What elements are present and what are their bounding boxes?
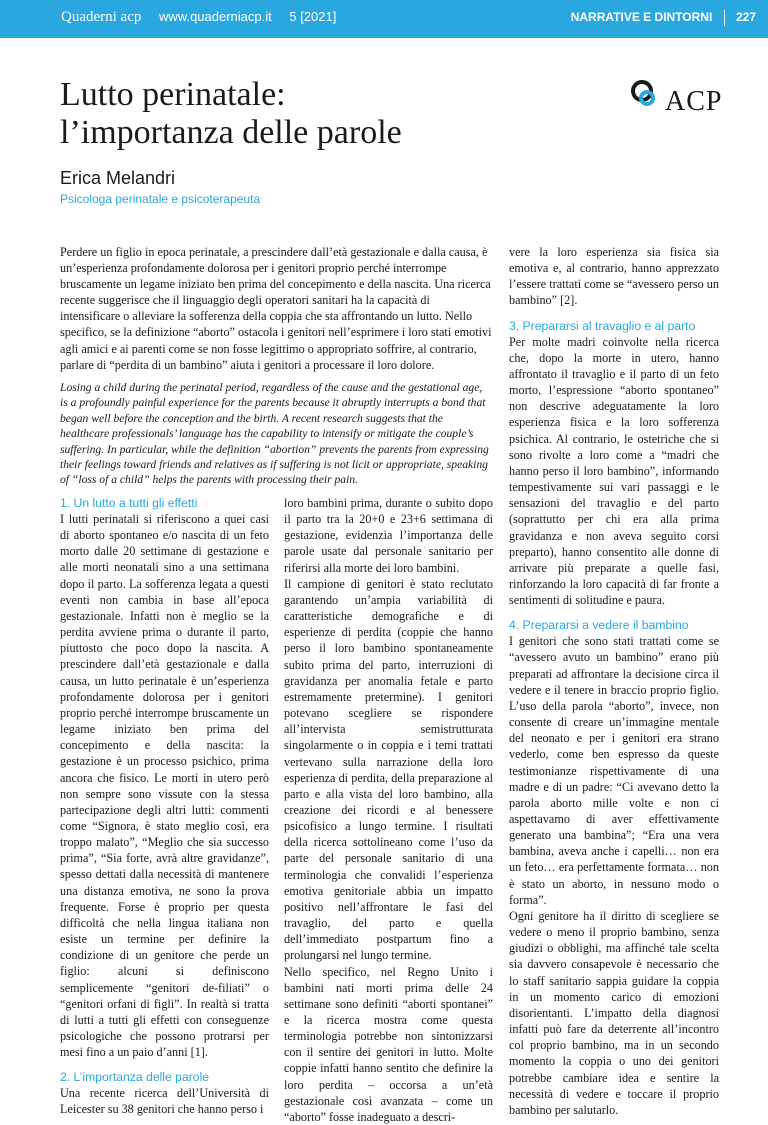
section-1-text: I lutti perinatali si riferiscono a quei casi di aborto spontaneo e/o nascita di un feto morto dalle 20 settimane di gestazione e alle morti neonatali sino a una settimana dopo il parto. La sofferenza legata a questi eventi non cambia in base all’epoca gestazionale. Infatti non è meglio se la perdita avviene prima o durante il parto, piuttosto che poco dopo la nascita. A prescindere dall’età gestazionale e dalla causa, un lutto perinatale è un’esperienza profondamente dolorosa per i genitori proprio perché interrompe bruscamente un legame iniziato ben prima del concepimento e della nascita: la gestazione è un processo psichico, prima ancora che fisico. Le morti in utero però non sempre sono vissute con la stessa partecipazione degli altri lutti: commenti come “Signora, è stato meglio così, era troppo malato”, “Meglio che sia successo prima”, “Sia forte, avrà altre gravidanze”, spesso dettati dalla necessità di mantenere una distanza emotiva, ne sono la prova frequente. Forse è proprio per questa difficoltà che nella lingua italiana non esiste un termine per definire la condizione di un genitore che perde un figlio: alcuni si definiscono semplicemente “genitori de-filiati” o “genitori orfani di figli”. In realtà si tratta di lutti a tutti gli effetti con conseguenze psicologiche che possono protrarsi per mesi fino a un paio d’anni [1].	[60, 512, 269, 1060]
column-3	[509, 244, 719, 1118]
section-3-text: Per molte madri coinvolte nella ricerca che, dopo la morte in utero, hanno affrontato il travaglio e il parto di un feto morto, l’espressione “aborto spontaneo” non descrive adeguatamente la loro esperienza fisica e la loro sofferenza psichica. Al contrario, le ostetriche che si sono rivolte a loro come a “madri che hanno perso il loro bambino”, informando tempestivamente sui vari passaggi e le sensazioni del travaglio e del parto (soprattutto per chi era alla prima gravidanza e non aveva seguito corsi preparto), hanno consentito alle donne di arrivare più preparate a quelle fasi, rinforzando la loro capacità di far fronte a sentimenti di solitudine e paura.	[509, 334, 719, 608]
section-3-heading: 3. Prepararsi al travaglio e al parto	[509, 318, 696, 333]
header-right	[571, 10, 756, 26]
section-2-heading: 2. L’importanza delle parole	[60, 1070, 210, 1085]
article-title	[60, 76, 402, 152]
section-4-text-b: Ogni genitore ha il diritto di scegliere se vedere o meno il proprio bambino, senza giudizi o obblighi, ma affinché tale scelta sia davvero consapevole è necessario che lo staff sanitario sappia guidare la coppia in un momento carico di emozioni disorientanti. L’impatto della diagnosi infatti può fare da deterrente all’incontro col proprio bambino, ma in un secondo momento la coppia o uno dei genitori potrebbe cambiare idea e sentire la necessità di vedere e toccare il proprio bambino per salutarlo.	[509, 908, 719, 1117]
column-2	[284, 495, 493, 1125]
journal-url[interactable]: www.quaderniacp.it	[159, 9, 272, 24]
section-4-heading: 4. Prepararsi a vedere il bambino	[509, 618, 689, 633]
logo-text: ACP	[665, 86, 723, 117]
section-2-text-b: loro bambini prima, durante o subito dopo il parto tra la 20+0 e 23+6 settimana di gestazione, evidenzia l’importanza delle parole usate dal personale sanitario per riferirsi alla morte dei loro bambini.	[284, 496, 493, 575]
column-1	[60, 495, 269, 1118]
abstract-italian: Perdere un figlio in epoca perinatale, a prescindere dall’età gestazionale e dalla causa, è un’esperienza profondamente dolorosa per i genitori proprio perché interrompe bruscamente un legame iniziato ben prima del concepimento e della nascita. Una ricerca recente suggerisce che il linguaggio degli operatori sanitari ha la capacità di intensificare o alleviare la sofferenza della coppia che sta affrontando un lutto. Nello specifico, se la definizione “aborto” ostacola i genitori nell’esprimere i loro stati emotivi agli amici e ai parenti come se non fosse legittimo o appropriato soffrire, al contrario, parlare di “perdita di un bambino” aiuta i genitori a processare il loro dolore.	[60, 245, 492, 372]
author-affiliation: Psicologa perinatale e psicoterapeuta	[60, 192, 261, 206]
section-2-text-e: vere la loro esperienza sia fisica sia emotiva e, al contrario, hanno apprezzato l’essere trattati come se “avessero perso un bambino” [2].	[509, 245, 719, 308]
section-2-text-d: Nello specifico, nel Regno Unito i bambini nati morti prima delle 24 settimane sono definiti “aborti spontanei” e la ricerca mostra come questa terminologia potrebbe non sintonizzarsi con il sentire dei genitori in lutto. Molte coppie infatti hanno sentito che definire la loro perdita – occorsa a un’età gestazionale così avanzata – come un “aborto” fosse inadeguato a descri-	[284, 964, 493, 1124]
section-4-text-a: I genitori che sono stati trattati come se “avessero avuto un bambino” erano più preparati ad affrontare la decisione circa il vedere e il tenere in braccio proprio figlio. L’uso della parola “aborto”, invece, non consente di creare un’immagine mentale del neonato e per i genitori era strano vederlo, come ben espresso da queste testimonianze rispettivamente di una madre e di un padre: “Ci avevano detto la parola aborto mille volte e non ci aspettavamo di aver effettivamente generato una bambina”; “Era una vera bambina, aveva anche i capelli… non era un feto… era perfettamente formata… non è stato un aborto, in nessuno modo o forma”.	[509, 634, 719, 907]
issue-number: 5 [2021]	[289, 9, 337, 24]
journal-name: Quaderni acp	[61, 9, 142, 25]
section-1-heading: 1. Un lutto a tutti gli effetti	[60, 496, 198, 510]
logo-ring-blue-icon	[639, 90, 655, 106]
abstract-english: Losing a child during the perinatal period, regardless of the cause and the gestational age, is a profoundly painful experience for the parents because it abruptly interrupts a bond that began well before the conception and the birth. A recent research suggests that the healthcare professionals’ language has the capability to intensify or mitigate the couple’s suffering. In particular, while the definition “abortion” prevents the parents from expressing their feelings toward friends and relatives as if suffering is not licit or appropriate, speaking of “loss of a child” helps the parents with processing their pain.	[60, 381, 489, 487]
author-name: Erica Melandri	[60, 168, 176, 188]
section-2-text-c: Il campione di genitori è stato reclutato garantendo un’ampia variabilità di caratteristiche demografiche e di esperienze di perdita (coppie che hanno perso il loro bambino spontaneamente subito prima del parto, interruzioni di gravidanza per anomalia fetale e parto estremamente pretermine). I genitori potevano scegliere se rispondere all’intervista semistrutturata singolarmente o in coppia e i temi trattati vertevano sulla narrazione della loro esperienza di perdita, della preparazione al parto e alla vista del loro bambino, alla creazione dei ricordi e al benessere psicofisico a lungo termine. I risultati della ricerca sottolineano come l’uso da parte del personale sanitario di una terminologia che convalidi l’esperienza emotiva genitoriale abbia un impatto positivo nell’affrontare le fasi del travaglio, del parto e quella dell’immediato postpartum fino a prolungarsi nel lungo termine.	[284, 576, 493, 963]
title-line-2: l’importanza delle parole	[60, 114, 402, 151]
header-divider	[724, 10, 725, 26]
section-2-text-a: Una recente ricerca dell’Università di Leicester su 38 genitori che hanno perso i	[60, 1086, 269, 1117]
page-number: 227	[735, 10, 756, 25]
title-line-1: Lutto perinatale:	[60, 76, 286, 113]
section-name: NARRATIVE E DINTORNI	[570, 10, 713, 25]
acp-logo	[631, 80, 726, 120]
header-left	[61, 9, 336, 26]
page-header	[0, 0, 768, 38]
